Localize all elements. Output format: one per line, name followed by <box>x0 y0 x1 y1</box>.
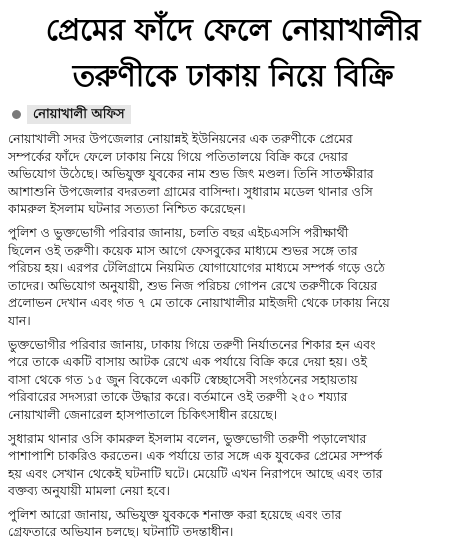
headline-line-2: তরুণীকে ঢাকায় নিয়ে বিক্রি <box>72 59 394 94</box>
paragraph-line: নোয়াখালী সদর উপজেলার নোয়ান্নই ইউনিয়নের এক তরুণীকে প্রেমের <box>8 131 353 146</box>
article-paragraph <box>8 336 458 424</box>
headline <box>8 8 458 100</box>
byline <box>8 104 458 124</box>
paragraph-line: গ্রেফতারে অভিযান চলছে। ঘটনাটি তদন্তাধীন। <box>8 524 234 540</box>
paragraph-line: পরে তাকে একটি বাসায় আটক রেখে এক পর্যায়ে বিক্রি করে দেয়া হয়। ওই <box>8 354 367 370</box>
paragraph-line: কামরুল ইসলাম ঘটনার সত্যতা নিশ্চিত করেছেন। <box>8 201 246 217</box>
headline-line-1: প্রেমের ফাঁদে ফেলে নোয়াখালীর <box>45 13 421 48</box>
paragraph-line: তাদের। অভিযোগ অনুযায়ী, শুভ নিজ পরিচয় গোপন রেখে তরুণীকে বিয়ের <box>8 277 378 293</box>
paragraph-line: নোয়াখালী জেনারেল হাসপাতালে চিকিৎসাধীন রয়েছে। <box>8 406 278 422</box>
article-body <box>8 130 458 541</box>
paragraph-line: বক্তব্য অনুযায়ী মামলা নেয়া হবে। <box>8 483 170 499</box>
paragraph-line: যান। <box>8 312 31 328</box>
article-paragraph <box>8 430 458 500</box>
paragraph-line: পাশাপাশি চাকরিও করতেন। এক পর্যায়ে তার সঙ্গে এক যুবকের প্রেমের সম্পর্ক <box>8 448 383 464</box>
bullet-icon <box>12 110 21 119</box>
paragraph-line: সম্পর্কের ফাঁদে ফেলে ঢাকায় নিয়ে গিয়ে পতিতালয়ে বিক্রি করে দেয়ার <box>8 148 348 164</box>
paragraph-line: বাসা থেকে গত ১৫ জুন বিকেলে একটি স্বেচ্ছাসেবী সংগঠনের সহায়তায় <box>8 371 358 387</box>
paragraph-line: পরিবারের সদস্যরা তাকে উদ্ধার করে। বর্তমানে ওই তরুণী ২৫০ শয্যার <box>8 389 348 405</box>
byline-label: নোয়াখালী অফিস <box>27 105 131 124</box>
paragraph-line: সুধারাম থানার ওসি কামরুল ইসলাম বলেন, ভুক্তভোগী তরুণী পড়ালেখার <box>8 430 367 446</box>
paragraph-line: প্রলোভন দেখান এবং গত ৭ মে তাকে নোয়াখালীর মাইজদী থেকে ঢাকায় নিয়ে <box>8 295 390 311</box>
article-paragraph <box>8 506 458 541</box>
paragraph-line: পুলিশ ও ভুক্তভোগী পরিবার জানায়, চলতি বছর এইচএসসি পরীক্ষার্থী <box>8 224 349 240</box>
paragraph-line: আশাশুনি উপজেলার বদরতলা গ্রামের বাসিন্দা। সুধারাম মডেল থানার ওসি <box>8 183 373 199</box>
paragraph-line: পুলিশ আরো জানায়, অভিযুক্ত যুবককে শনাক্ত করা হয়েছে এবং তার <box>8 506 342 522</box>
article-paragraph <box>8 130 458 218</box>
paragraph-line: হয় এবং সেখান থেকেই ঘটনাটি ঘটে। মেয়েটি এখন নিরাপদে আছে এবং তার <box>8 465 383 481</box>
article-paragraph <box>8 224 458 330</box>
paragraph-line: পরিচয় হয়। এরপর টেলিগ্রামে নিয়মিত যোগাযোগের মাধ্যমে সম্পর্ক গড়ে ওঠে <box>8 260 385 276</box>
paragraph-line: ভুক্তভোগীর পরিবার জানায়, ঢাকায় গিয়ে তরুণী নির্যাতনের শিকার হন এবং <box>8 336 376 352</box>
paragraph-line: অভিযোগ উঠেছে। অভিযুক্ত যুবকের নাম শুভ জিৎ মণ্ডল। তিনি সাতক্ষীরার <box>8 166 374 182</box>
paragraph-line: ছিলেন ওই তরুণী। কয়েক মাস আগে ফেসবুকের মাধ্যমে শুভর সঙ্গে তার <box>8 242 358 258</box>
